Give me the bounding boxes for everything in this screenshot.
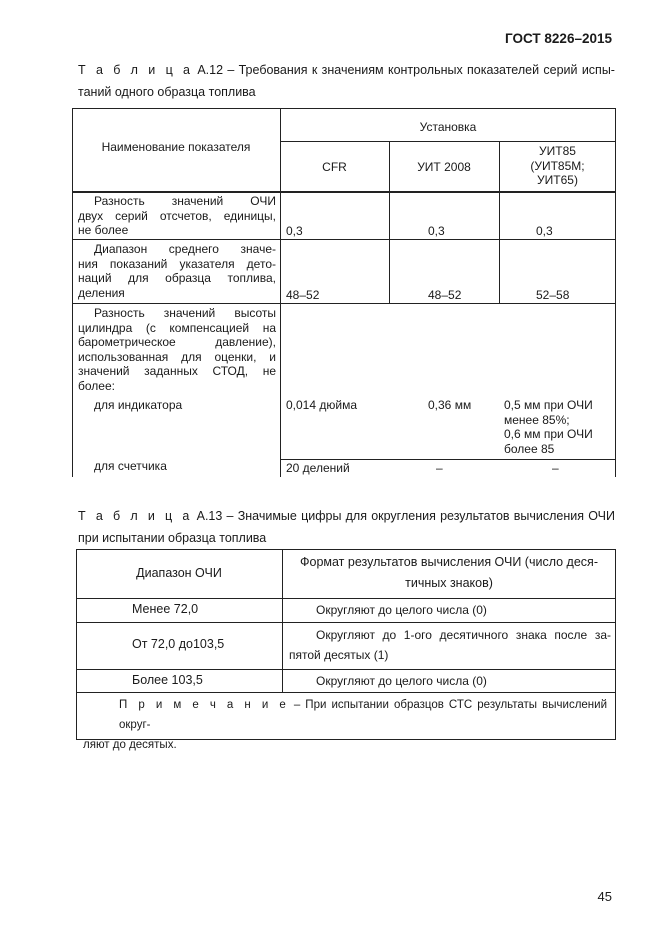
cell-uit85: 0,5 мм при ОЧИ менее 85%; 0,6 мм при ОЧИ более 85 xyxy=(504,398,593,456)
col-header-installation: Установка xyxy=(419,120,477,134)
cell-uit2008: 0,36 мм xyxy=(428,398,472,412)
table-a13-caption-line1: Т а б л и ц а А.13 – Значимые цифры для округления результатов вычисления ОЧИ xyxy=(78,509,615,523)
table-a13-caption-line2: при испытании образца топлива xyxy=(78,531,267,545)
table-row: Разность значений высоты цилиндра (с компенсацией на барометрическое давление), использованная для оценки, и значений заданных СТОД, не более: xyxy=(78,306,276,393)
cell-uit85: 0,3 xyxy=(536,224,553,238)
table-a13-note: П р и м е ч а н и е – При испытании образцов СТС результаты вычислений округ- ляют до десятых. xyxy=(83,699,608,751)
cell-cfr: 48–52 xyxy=(286,288,320,302)
table-a12 xyxy=(72,108,616,477)
table-a12-caption-line2: таний одного образца топлива xyxy=(78,85,256,99)
format-cell: Округляют до целого числа (0) xyxy=(316,674,487,688)
table-a13-caption xyxy=(78,505,615,549)
format-cell: Округляют до 1-ого десятичного знака после за- пятой десятых (1) xyxy=(289,628,611,662)
cell-uit2008: 0,3 xyxy=(428,224,445,238)
table-a12-caption xyxy=(78,59,615,103)
cell-uit85: – xyxy=(552,461,559,475)
col-header-uit2008: УИТ 2008 xyxy=(417,160,471,174)
format-cell: Округляют до целого числа (0) xyxy=(316,603,487,617)
col-header-range: Диапазон ОЧИ xyxy=(136,566,222,580)
range-cell: Более 103,5 xyxy=(132,673,203,687)
table-row: Диапазон среднего значе- ния показаний указателя дето- наций для образца топлива, деления xyxy=(78,242,276,300)
range-cell: Менее 72,0 xyxy=(132,602,199,616)
table-a13 xyxy=(76,549,616,751)
cell-uit85: 52–58 xyxy=(536,288,570,302)
cell-uit2008: 48–52 xyxy=(428,288,462,302)
table-row: Разность значений ОЧИ двух серий отсчетов, единицы, не более xyxy=(78,194,276,238)
sub-row-indicator-label: для индикатора xyxy=(94,398,183,412)
cell-cfr: 20 делений xyxy=(286,461,350,475)
col-header-uit85: УИТ85 (УИТ85М; УИТ65) xyxy=(530,144,585,188)
col-header-indicator-name: Наименование показателя xyxy=(101,140,251,154)
sub-row-counter-label: для счетчика xyxy=(94,459,167,473)
page-number: 45 xyxy=(597,889,612,904)
document-standard-code: ГОСТ 8226–2015 xyxy=(505,31,612,46)
col-header-cfr: CFR xyxy=(322,160,347,174)
col-header-format: Формат результатов вычисления ОЧИ (число деся- тичных знаков) xyxy=(300,555,598,590)
cell-cfr: 0,014 дюйма xyxy=(286,398,357,412)
range-cell: От 72,0 до103,5 xyxy=(132,637,225,651)
cell-uit2008: – xyxy=(436,461,443,475)
table-a12-caption-line1: Т а б л и ц а А.12 – Требования к значениям контрольных показателей серий испы- xyxy=(78,63,615,77)
cell-cfr: 0,3 xyxy=(286,224,303,238)
